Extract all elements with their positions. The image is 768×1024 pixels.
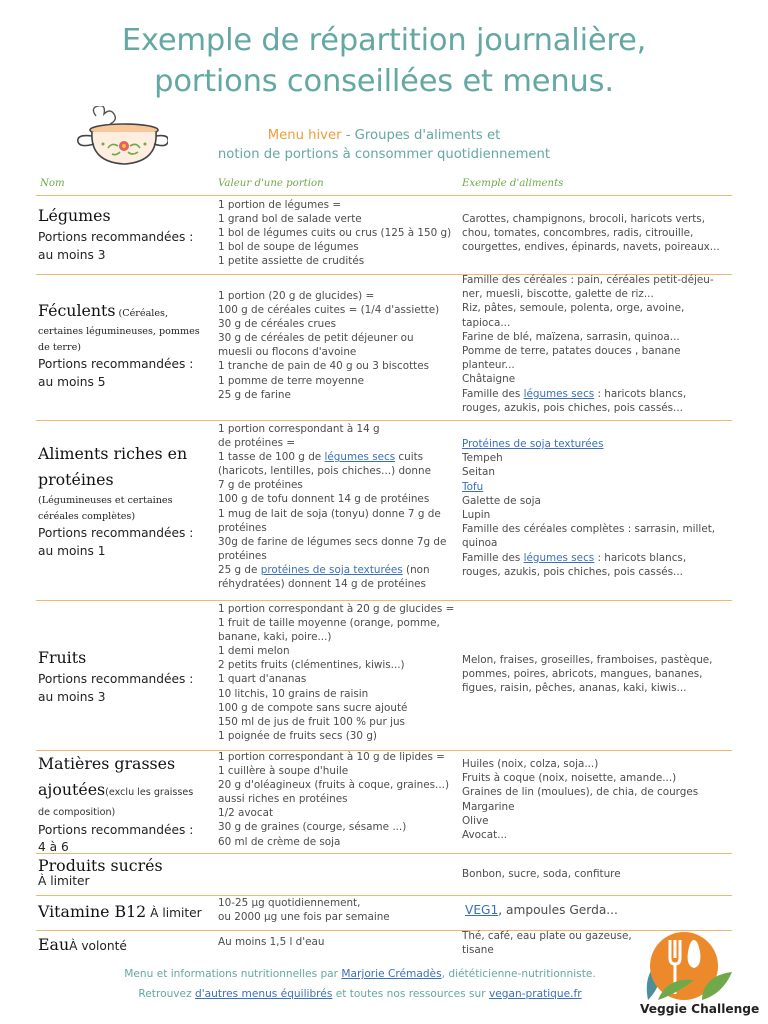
example-line: Fruits à coque (noix, noisette, amande...) — [462, 772, 677, 785]
matieres-grasses-note-2: de composition) — [38, 807, 116, 818]
portion-text: cuits — [395, 451, 424, 464]
portion-line: 1 cuillère à soupe d'huile — [218, 765, 349, 778]
portion-line: 1 quart d'ananas — [218, 673, 307, 686]
row-fruits-portion — [218, 602, 456, 743]
footer-text: Retrouvez — [138, 988, 195, 1000]
row-matieres-grasses-name — [38, 751, 214, 857]
produits-sucres-limit: À limiter — [38, 874, 90, 888]
vitamine-b12-limit: À limiter — [150, 906, 202, 920]
proteines-qty: au moins 1 — [38, 543, 106, 558]
divider — [36, 600, 732, 601]
portion-line: 1 bol de légumes cuits ou crus (125 à 150 g) — [218, 227, 452, 240]
example-text: Famille des — [462, 551, 524, 564]
portion-line: ou 2000 μg une fois par semaine — [218, 911, 390, 924]
example-line: Bonbon, sucre, soda, confiture — [462, 868, 621, 880]
veg1-link[interactable]: VEG1 — [465, 903, 499, 917]
fruits-qty: au moins 3 — [38, 689, 106, 704]
example-line: ner, muesli, biscotte, galette de riz... — [462, 288, 654, 301]
portion-line: réhydratées) donnent 14 g de protéines — [218, 578, 426, 591]
portion-line: protéines — [218, 521, 267, 534]
menu-season: Menu hiver — [267, 128, 342, 143]
example-line: Olive — [462, 814, 489, 827]
row-vitamine-b12-portion — [218, 896, 456, 924]
example-line: Seitan — [462, 466, 495, 479]
portion-line: 1 pomme de terre moyenne — [218, 374, 364, 387]
example-line: chou, tomates, concombres, radis, citrouille, — [462, 227, 694, 240]
portion-line: 7 g de protéines — [218, 479, 303, 492]
divider — [36, 195, 732, 196]
footer-resources — [60, 988, 660, 1000]
row-legumes-portion — [218, 198, 456, 268]
example-line — [462, 387, 732, 401]
portion-line: 1 tranche de pain de 40 g ou 3 biscottes — [218, 360, 430, 373]
example-line: tapioca... — [462, 316, 511, 329]
proteines-title-1: Aliments riches en — [38, 444, 188, 463]
portion-line: 1 portion correspondant à 14 g — [218, 423, 380, 435]
matieres-grasses-qty: 4 à 6 — [38, 840, 69, 854]
example-text: Famille des — [462, 387, 524, 400]
matieres-grasses-reco: Portions recommandées : — [38, 822, 194, 837]
portion-line: 30 g de céréales crues — [218, 318, 336, 331]
page-title — [0, 20, 768, 102]
subtitle-dash: - — [341, 128, 355, 143]
matieres-grasses-note-1: (exclu les graisses — [105, 787, 194, 798]
example-line: Graines de lin (moulues), de chia, de courges — [462, 786, 699, 799]
row-fruits-examples — [462, 653, 732, 696]
example-line: Farine de blé, maïzena, sarrasin, quinoa... — [462, 330, 680, 343]
example-line: Famille des céréales complètes : sarrasin, millet, — [462, 523, 716, 536]
row-legumes-examples — [462, 212, 732, 255]
proteines-note-1: (Légumineuses et certaines — [38, 495, 173, 506]
portion-line: 10 litchis, 10 grains de raisin — [218, 687, 369, 700]
portion-line: muesli ou flocons d'avoine — [218, 346, 357, 359]
row-matieres-grasses-portion — [218, 750, 456, 849]
header-portion: Valeur d'une portion — [218, 178, 324, 189]
row-vitamine-b12-examples — [465, 903, 735, 917]
example-line: Galette de soja — [462, 494, 541, 507]
legumes-secs-link[interactable]: légumes secs — [523, 551, 595, 564]
example-line: Carottes, champignons, brocoli, haricots verts, — [462, 213, 706, 225]
portion-line: 1 portion correspondant à 20 g de glucides = — [218, 603, 455, 615]
row-proteines-name — [38, 441, 214, 560]
legumes-title: Légumes — [38, 206, 111, 225]
portion-line: 60 ml de crème de soja — [218, 835, 341, 848]
example-line: Châtaigne — [462, 373, 516, 386]
title-line-2: portions conseillées et menus. — [154, 64, 614, 99]
portion-line: banane, kaki, poire...) — [218, 631, 332, 644]
example-text: , ampoules Gerda... — [498, 903, 618, 917]
subtitle-line-1: Groupes d'aliments et — [354, 128, 501, 143]
portion-line: 10-25 μg quotidiennement, — [218, 897, 361, 909]
portion-line: 1 grand bol de salade verte — [218, 213, 362, 226]
example-line — [462, 551, 732, 565]
row-feculents-name — [38, 298, 214, 391]
example-line: Margarine — [462, 800, 515, 813]
portion-line: Au moins 1,5 l d'eau — [218, 936, 325, 948]
example-line: Thé, café, eau plate ou gazeuse, — [462, 930, 632, 942]
feculents-note-2: certaines légumineuses, pommes — [38, 326, 200, 337]
author-link[interactable]: Marjorie Crémadès — [341, 968, 442, 980]
divider — [36, 420, 732, 421]
portion-line: 1/2 avocat — [218, 807, 274, 820]
portion-line: 1 petite assiette de crudités — [218, 255, 365, 268]
menu-subtitle — [150, 126, 618, 164]
site-link[interactable]: vegan-pratique.fr — [488, 988, 582, 1000]
feculents-note-1: (Céréales, — [115, 308, 169, 319]
example-line: Famille des céréales : pain, céréales petit-déjeu- — [462, 274, 714, 286]
portion-line: 1 poignée de fruits secs (30 g) — [218, 729, 377, 742]
example-text: : haricots blancs, — [594, 551, 687, 564]
portion-line: 1 demi melon — [218, 645, 290, 658]
header-examples: Exemple d'aliments — [462, 178, 564, 189]
portion-text: 1 tasse de 100 g de — [218, 451, 325, 464]
portion-line — [218, 563, 456, 577]
example-line: quinoa — [462, 537, 498, 550]
portion-line: aussi riches en protéines — [218, 793, 348, 806]
portion-line: 100 g de compote sans sucre ajouté — [218, 701, 408, 714]
footer-text: et toutes nos ressources sur — [332, 988, 489, 1000]
example-line: Riz, pâtes, semoule, polenta, orge, avoine, — [462, 302, 685, 315]
portion-line — [218, 450, 456, 464]
fruits-reco: Portions recommandées : — [38, 672, 194, 686]
example-line: Huiles (noix, colza, soja...) — [462, 758, 599, 770]
portion-line: 1 portion correspondant à 10 g de lipides = — [218, 751, 445, 763]
example-line: Pomme de terre, patates douces , banane — [462, 345, 681, 358]
proteines-title-2: protéines — [38, 470, 114, 489]
example-line: Avocat... — [462, 829, 508, 842]
proteines-soja-link[interactable]: protéines de soja texturées — [260, 563, 403, 576]
example-line: pommes, poires, abricots, mangues, bananes, — [462, 668, 703, 681]
portion-line: 30 g de céréales de petit déjeuner ou — [218, 332, 414, 345]
portion-line: 1 portion de légumes = — [218, 199, 342, 211]
matieres-grasses-title-1: Matières grasses — [38, 754, 176, 773]
footer-credit — [60, 968, 660, 980]
example-line: planteur... — [462, 359, 515, 372]
feculents-title: Féculents — [38, 301, 116, 320]
row-eau-name — [38, 932, 214, 958]
legumes-qty: au moins 3 — [38, 247, 106, 262]
portion-line: 30g de farine de légumes secs donne 7g de — [218, 535, 447, 548]
portion-line: 2 petits fruits (clémentines, kiwis...) — [218, 659, 405, 672]
legumes-secs-link[interactable]: légumes secs — [324, 451, 396, 464]
feculents-qty: au moins 5 — [38, 374, 106, 389]
row-feculents-examples — [462, 273, 732, 415]
row-proteines-examples — [462, 437, 732, 579]
row-feculents-portion — [218, 289, 456, 402]
example-line: figues, raisin, pêches, ananas, kaki, kiwis... — [462, 682, 687, 695]
logo-text: Veggie Challenge — [640, 1002, 760, 1016]
produits-sucres-title: Produits sucrés — [38, 856, 163, 875]
portion-line: 30 g de graines (courge, sésame ...) — [218, 821, 407, 834]
example-line: Melon, fraises, groseilles, framboises, pastèque, — [462, 654, 713, 666]
menus-link[interactable]: d'autres menus équilibrés — [195, 988, 333, 1000]
portion-line: 1 mug de lait de soja (tonyu) donne 7 g de — [218, 507, 441, 520]
example-line: Tempeh — [462, 452, 503, 465]
row-matieres-grasses-examples — [462, 757, 732, 842]
portion-line: 20 g d'oléagineux (fruits à coque, graines...) — [218, 779, 450, 792]
row-proteines-portion — [218, 422, 456, 591]
portion-line: 25 g de farine — [218, 388, 291, 401]
portion-line: (haricots, lentilles, pois chiches...) donne — [218, 465, 431, 478]
eau-limit: À volonté — [69, 939, 127, 953]
vitamine-b12-title: Vitamine B12 — [38, 902, 147, 921]
row-produits-sucres-examples — [462, 867, 732, 881]
footer-text: Menu et informations nutritionnelles par — [124, 968, 342, 980]
row-vitamine-b12-name — [38, 899, 214, 925]
fruits-title: Fruits — [38, 648, 87, 667]
legumes-secs-link[interactable]: légumes secs — [523, 387, 595, 400]
portion-line: 150 ml de jus de fruit 100 % pur jus — [218, 715, 405, 728]
example-line: Lupin — [462, 509, 491, 522]
portion-line: protéines — [218, 549, 267, 562]
row-legumes-name — [38, 203, 214, 264]
eau-title: Eau — [38, 935, 70, 954]
portion-line: 1 fruit de taille moyenne (orange, pomme, — [218, 617, 440, 630]
portion-line: de protéines = — [218, 437, 296, 450]
header-name: Nom — [40, 178, 65, 189]
footer-text: , diététicienne-nutritionniste. — [441, 968, 596, 980]
row-fruits-name — [38, 645, 214, 706]
portion-line: 1 portion (20 g de glucides) = — [218, 290, 375, 302]
example-line: rouges, azukis, pois chiches, pois cassés... — [462, 565, 683, 578]
tofu-link[interactable]: Tofu — [462, 480, 484, 493]
row-eau-portion — [218, 935, 456, 949]
portion-line: 100 g de tofu donnent 14 g de protéines — [218, 493, 430, 506]
example-text: : haricots blancs, — [594, 387, 687, 400]
portion-line: 100 g de céréales cuites = (1/4 d'assiette) — [218, 304, 440, 317]
feculents-reco: Portions recommandées : — [38, 357, 194, 371]
matieres-grasses-title-2: ajoutées — [38, 780, 106, 799]
proteines-note-2: céréales complètes) — [38, 511, 136, 522]
legumes-reco: Portions recommandées : — [38, 230, 194, 244]
portion-line: 1 bol de soupe de légumes — [218, 241, 359, 254]
feculents-note-3: de terre) — [38, 342, 81, 353]
example-line: tisane — [462, 944, 494, 957]
portion-text: (non — [402, 563, 430, 576]
portion-text: 25 g de — [218, 563, 261, 576]
title-line-1: Exemple de répartition journalière, — [121, 23, 647, 58]
proteines-reco: Portions recommandées : — [38, 526, 194, 540]
row-produits-sucres-name — [38, 853, 214, 891]
example-line: courgettes, endives, épinards, navets, poireaux... — [462, 241, 720, 254]
subtitle-line-2: notion de portions à consommer quotidiennement — [217, 147, 551, 162]
example-line: rouges, azukis, pois chiches, pois cassés... — [462, 401, 683, 414]
proteines-soja-link[interactable]: Protéines de soja texturées — [462, 438, 604, 450]
